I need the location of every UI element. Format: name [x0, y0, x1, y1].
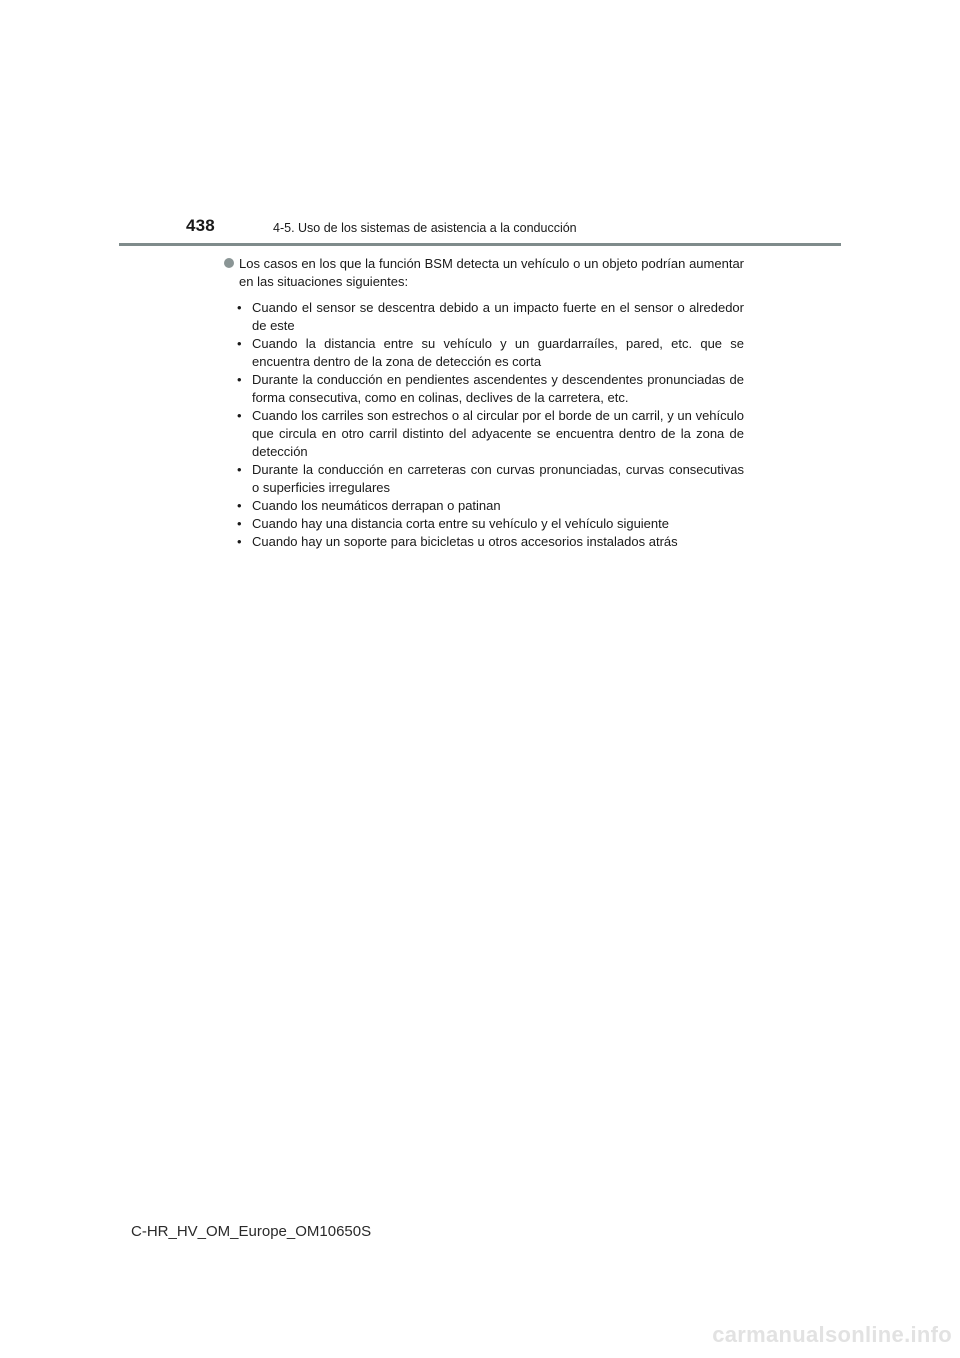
list-item-text: Cuando los neumáticos derrapan o patinan — [252, 498, 501, 513]
dot-bullet-icon: • — [237, 462, 242, 477]
list-item — [237, 335, 744, 371]
list-item — [237, 533, 744, 551]
list-item-text: Cuando los carriles son estrechos o al circular por el borde de un carril, y un vehículo que circula en otro carril distinto del adyacente se encuentra dentro de la zona de detección — [252, 408, 744, 459]
dot-bullet-icon: • — [237, 336, 242, 351]
list-item-text: Cuando hay una distancia corta entre su vehículo y el vehículo siguiente — [252, 516, 669, 531]
document-code: C-HR_HV_OM_Europe_OM10650S — [131, 1223, 372, 1240]
dot-bullet-icon: • — [237, 408, 242, 423]
list-item — [237, 299, 744, 335]
dot-bullet-icon: • — [237, 534, 242, 549]
list-item — [237, 515, 744, 533]
lead-text: Los casos en los que la función BSM detecta un vehículo o un objeto podrían aumentar en las situaciones siguientes: — [239, 256, 744, 289]
dot-bullet-icon: • — [237, 498, 242, 513]
dot-bullet-icon: • — [237, 300, 242, 315]
dot-bullet-icon: • — [237, 372, 242, 387]
page-number: 438 — [186, 216, 215, 235]
list-item — [237, 407, 744, 461]
list-item — [237, 497, 744, 515]
list-item-text: Cuando el sensor se descentra debido a un impacto fuerte en el sensor o alrededor de este — [252, 300, 744, 333]
list-item-text: Cuando la distancia entre su vehículo y un guardarraíles, pared, etc. que se encuentra dentro de la zona de detección es corta — [252, 336, 744, 369]
header-divider — [119, 243, 841, 246]
list-item-text: Durante la conducción en pendientes ascendentes y descendentes pronunciadas de forma consecutiva, como en colinas, declives de la carretera, etc. — [252, 372, 744, 405]
dot-bullet-icon: • — [237, 516, 242, 531]
lead-paragraph — [224, 255, 744, 291]
list-item — [237, 461, 744, 497]
watermark: carmanualsonline.info — [712, 1322, 952, 1347]
circle-bullet-icon — [224, 258, 234, 268]
condition-list — [224, 299, 744, 551]
section-title: 4-5. Uso de los sistemas de asistencia a la conducción — [273, 221, 577, 235]
content-area — [224, 255, 744, 551]
list-item-text: Cuando hay un soporte para bicicletas u otros accesorios instalados atrás — [252, 534, 678, 549]
list-item-text: Durante la conducción en carreteras con curvas pronunciadas, curvas consecutivas o superficies irregulares — [252, 462, 744, 495]
list-item — [237, 371, 744, 407]
